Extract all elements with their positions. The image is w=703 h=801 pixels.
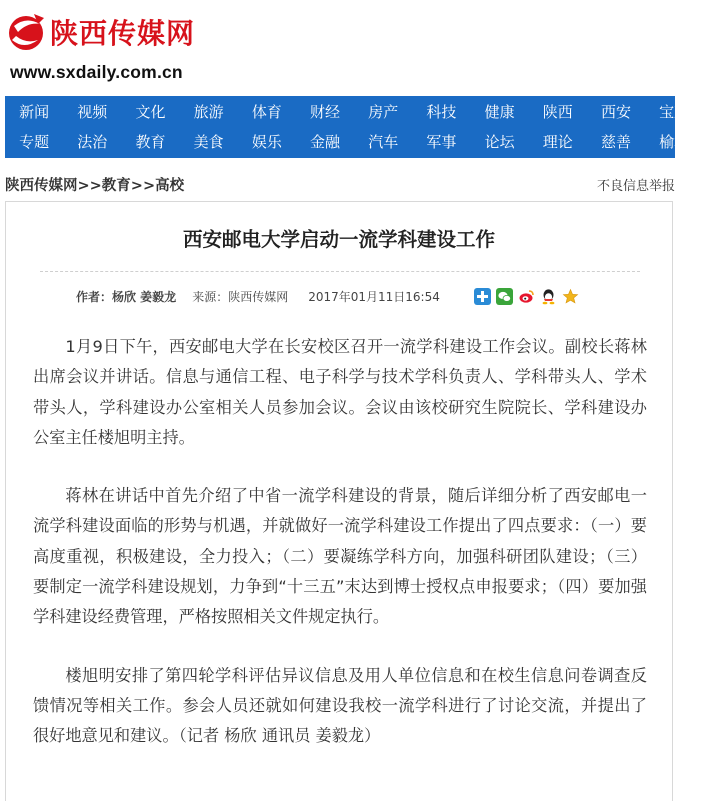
- article-paragraph: 蒋林在讲话中首先介绍了中省一流学科建设的背景，随后详细分析了西安邮电一流学科建设面临的形势与机遇，并就做好一流学科建设工作提出了四点要求：（一）要高度重视，积极建设，全力投入；（二）要凝练学科方向，加强科研团队建设；（三）要制定一流学科建设规划，力争到“十三五”末达到博士授权点申报要求；（四）要加强学科建设经费管理，严格按照相关文件规定执行。: [33, 486, 647, 627]
- nav-item[interactable]: 陕西: [542, 103, 573, 121]
- nav-item[interactable]: 健康: [484, 103, 515, 121]
- article-paragraph: 1月9日下午，西安邮电大学在长安校区召开一流学科建设工作会议。副校长蒋林出席会议并讲话。信息与通信工程、电子科学与技术学科负责人、学科带头人、学术带头人，学科建设办公室相关人员参加会议。会议由该校研究生院院长、学科建设办公室主任楼旭明主持。: [33, 337, 647, 447]
- share-plus-icon[interactable]: [474, 288, 491, 305]
- logo-text: 陕西传媒网: [50, 17, 196, 50]
- article-meta: [76, 287, 579, 305]
- qq-icon[interactable]: [540, 288, 557, 305]
- nav-item[interactable]: 论坛: [484, 133, 515, 151]
- nav-item[interactable]: 法治: [77, 133, 108, 151]
- nav-row-2: [5, 128, 703, 157]
- breadcrumb-bar: [5, 170, 675, 198]
- nav-item[interactable]: 财经: [310, 103, 341, 121]
- nav-item[interactable]: 慈善: [600, 133, 631, 151]
- title-divider: [40, 271, 640, 272]
- nav-item[interactable]: 体育: [251, 103, 282, 121]
- article-paragraph: 楼旭明安排了第四轮学科评估异议信息及用人单位信息和在校生信息问卷调查反馈情况等相关工作。参会人员还就如何建设我校一流学科进行了讨论交流，并提出了很好地意见和建议。（记者 杨欣 通讯员 姜毅龙）: [33, 665, 647, 746]
- main-nav: [5, 96, 690, 158]
- article-author: 作者：杨欣 姜毅龙: [76, 289, 177, 304]
- nav-item[interactable]: 专题: [19, 133, 50, 151]
- nav-item[interactable]: 新闻: [19, 103, 50, 121]
- weibo-icon[interactable]: [518, 288, 535, 305]
- nav-item[interactable]: 文化: [135, 103, 166, 121]
- article-date: 2017年01月11日16:54: [308, 289, 440, 304]
- nav-item[interactable]: 宝鸡: [659, 103, 690, 121]
- nav-item[interactable]: 西安: [600, 103, 631, 121]
- article-title: 西安邮电大学启动一流学科建设工作: [182, 228, 495, 251]
- nav-item[interactable]: 美食: [193, 133, 224, 151]
- wechat-icon[interactable]: [496, 288, 513, 305]
- article-container: [5, 201, 673, 801]
- site-logo[interactable]: [4, 10, 204, 88]
- nav-row-1: [5, 98, 703, 127]
- nav-item[interactable]: 娱乐: [251, 133, 282, 151]
- article-body: [33, 332, 647, 780]
- nav-item[interactable]: 教育: [135, 133, 166, 151]
- nav-item[interactable]: 房产: [368, 103, 399, 121]
- nav-item[interactable]: 汽车: [368, 133, 399, 151]
- nav-item[interactable]: 旅游: [193, 103, 224, 121]
- nav-item[interactable]: 榆林: [659, 133, 690, 151]
- nav-item[interactable]: 视频: [77, 103, 108, 121]
- nav-item[interactable]: 科技: [426, 103, 457, 121]
- share-bar: [474, 288, 579, 305]
- nav-item[interactable]: 理论: [542, 133, 573, 151]
- nav-item[interactable]: 金融: [310, 133, 341, 151]
- report-link[interactable]: 不良信息举报: [596, 178, 675, 194]
- nav-item[interactable]: 军事: [426, 133, 457, 151]
- breadcrumb[interactable]: 陕西传媒网>>教育>>高校: [5, 177, 185, 194]
- article-source: 来源：陕西传媒网: [192, 289, 289, 304]
- logo-emblem-icon: [4, 10, 48, 54]
- favorite-star-icon[interactable]: [562, 288, 579, 305]
- site-url: www.sxdaily.com.cn: [10, 62, 183, 82]
